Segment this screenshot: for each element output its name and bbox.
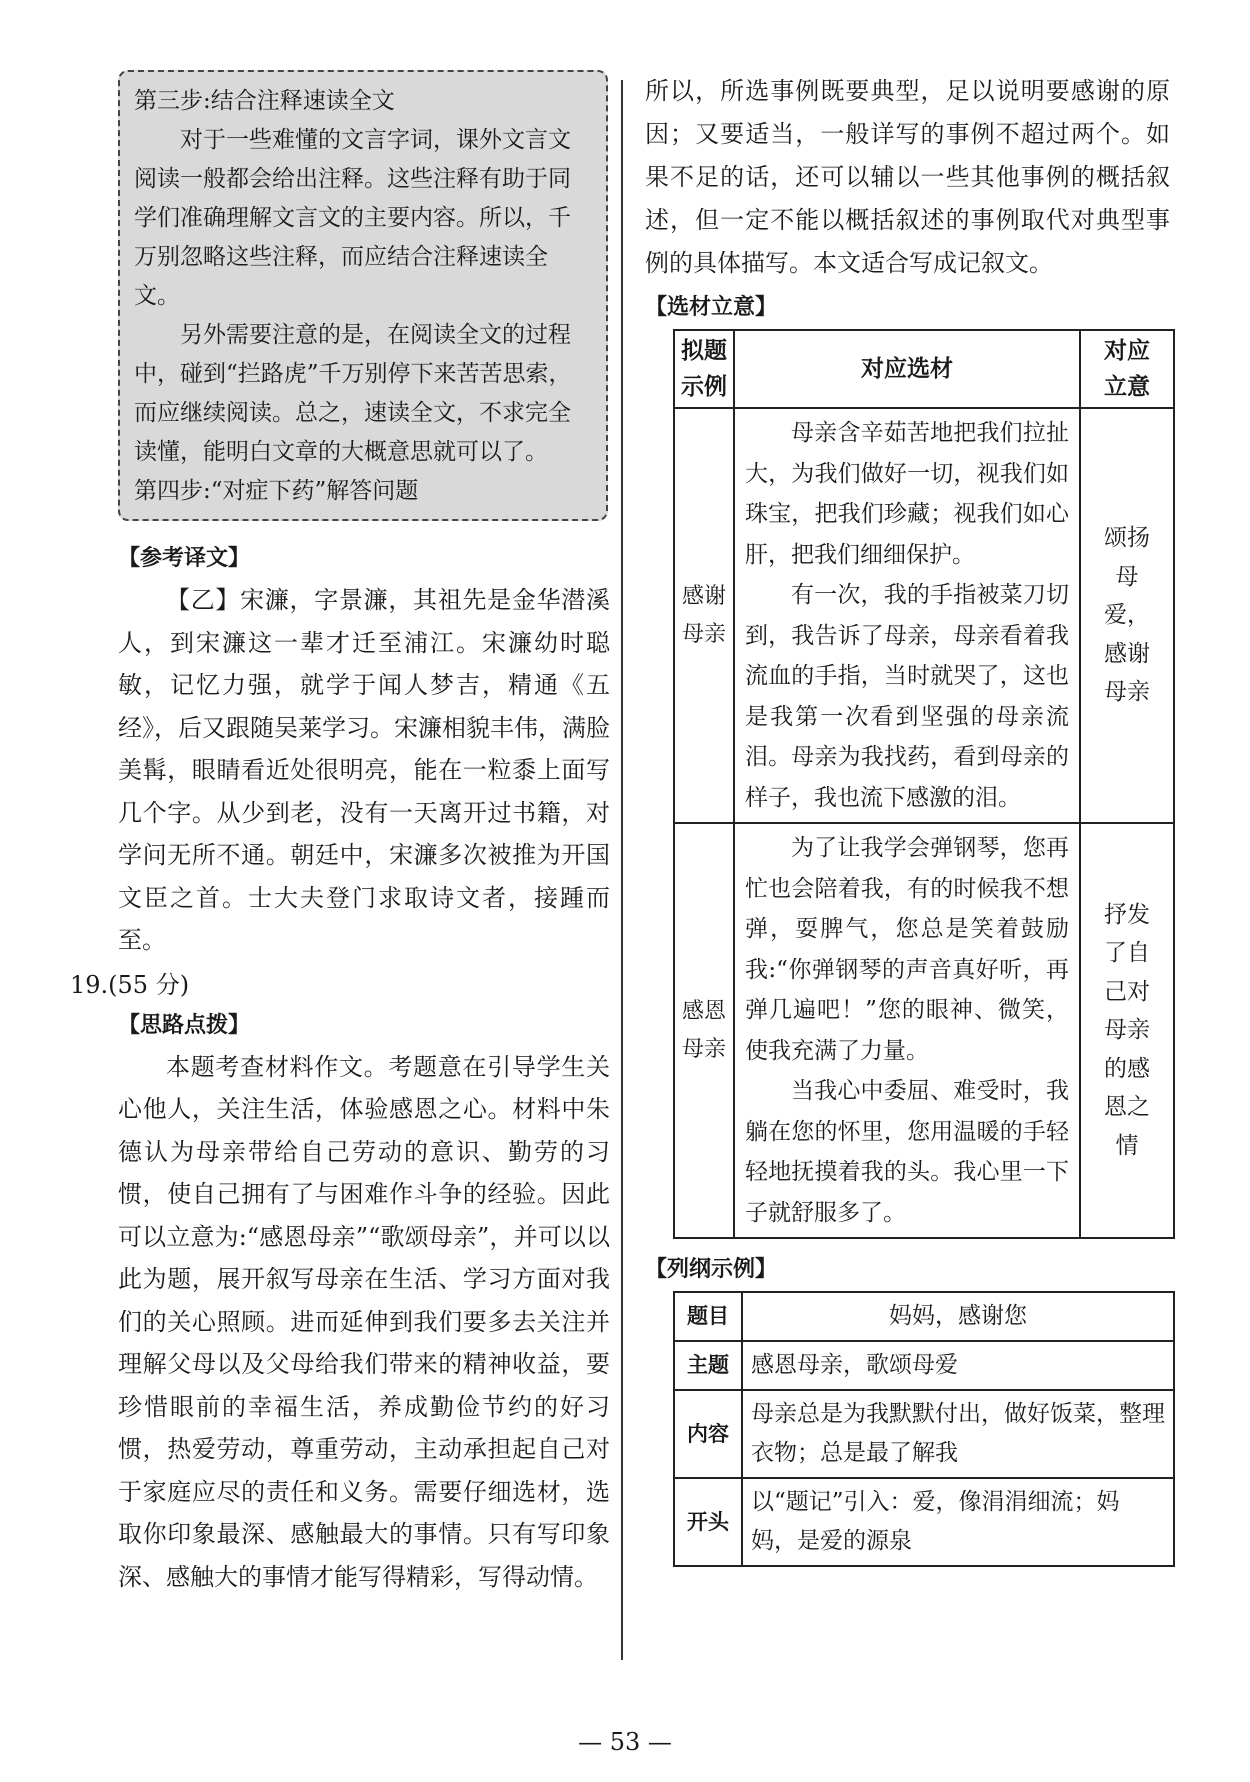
thinking-text: 本题考查材料作文。考题意在引导学生关心他人，关注生活，体验感恩之心。材料中朱德认为母亲带给自己劳动的意识、勤劳的习惯，使自己拥有了与困难作斗争的经验。因此可以立意为:“感恩母亲”“歌颂母亲”，并可以以此为题，展开叙写母亲在生活、学习方面对我们的关心照顾。进而延伸到我们要多去关注并理解父母以及父母给我们带来的精神收益，要珍惜眼前的幸福生活，养成勤俭节约的好习惯，热爱劳动，尊重劳动，主动承担起自己对于家庭应尽的责任和义务。需要仔细选材，选取你印象最深、感触最大的事情。只有写印象深、感触大的事情才能写得精彩，写得动情。 <box>118 1052 610 1591</box>
liegang-heading: 【列纲示例】 <box>645 1257 778 1282</box>
column-divider <box>621 80 623 1660</box>
xuancai-row-p1: 母亲含辛茹苦地把我们拉扯大，为我们做好一切，视我们如珠宝，把我们珍藏；视我们如心肝，把我们细细保护。 <box>745 420 1069 568</box>
xuancai-row-p1: 为了让我学会弹钢琴，您再忙也会陪着我，有的时候我不想弹，耍脾气，您总是笑着鼓励我:“你弹钢琴的声音真好听，再弹几遍吧！”您的眼神、微笑，使我充满了力量。 <box>745 835 1069 1064</box>
translation-text: 【乙】宋濂，字景濂，其祖先是金华潜溪人，到宋濂这一辈才迁至浦江。宋濂幼时聪敏，记忆力强，就学于闻人梦吉，精通《五经》，后又跟随吴莱学习。宋濂相貌丰伟，满脸美髯，眼睛看近处很明亮，能在一粒黍上面写几个字。从少到老，没有一天离开过书籍，对学问无所不通。朝廷中，宋濂多次被推为开国文臣之首。士大夫登门求取诗文者，接踵而至。 <box>118 586 610 954</box>
xuancai-row-p2: 有一次，我的手指被菜刀切到，我告诉了母亲，母亲看着我流血的手指，当时就哭了，这也是我第一次看到坚强的母亲流泪。母亲为我找药，看到母亲的样子，我也流下感激的泪。 <box>745 582 1069 811</box>
xuancai-header-row <box>674 330 1174 408</box>
left-column <box>70 70 610 1598</box>
liegang-row <box>674 1341 1174 1390</box>
liegang-key: 开头 <box>674 1478 742 1566</box>
xuancai-row-theme: 抒发了自己对母亲的感恩之情 <box>1080 823 1174 1238</box>
xuancai-row <box>674 408 1174 823</box>
tip-para-2: 另外需要注意的是，在阅读全文的过程中，碰到“拦路虎”千万别停下来苦苦思索，而应继续阅读。总之，速读全文，不求完全读懂，能明白文章的大概意思就可以了。 <box>134 322 572 465</box>
xuancai-col2-header: 对应选材 <box>734 330 1080 408</box>
xuancai-row-content <box>734 408 1080 823</box>
page-number: — 53 — <box>578 1728 672 1756</box>
xuancai-row-title: 感恩母亲 <box>674 823 734 1238</box>
thinking-heading: 【思路点拨】 <box>118 1012 251 1038</box>
liegang-value: 感恩母亲，歌颂母爱 <box>742 1341 1174 1390</box>
question-number: 19. <box>70 970 109 999</box>
question-number-line <box>70 964 610 1006</box>
xuancai-row-content <box>734 823 1080 1238</box>
tip-box <box>118 70 608 521</box>
right-intro-text: 所以，所选事例既要典型，足以说明要感谢的原因；又要适当，一般详写的事例不超过两个。如果不足的话，还可以辅以一些其他事例的概括叙述，但一定不能以概括叙述的事例取代对典型事例的具体描写。本文适合写成记叙文。 <box>645 77 1170 277</box>
xuancai-heading: 【选材立意】 <box>645 295 778 320</box>
thinking-section <box>118 1006 610 1599</box>
liegang-row <box>674 1390 1174 1478</box>
step3-title: 第三步:结合注释速读全文 <box>134 88 395 114</box>
xuancai-table <box>673 329 1175 1239</box>
xuancai-row-p2: 当我心中委屈、难受时，我躺在您的怀里，您用温暖的手轻轻地抚摸着我的头。我心里一下子就舒服多了。 <box>745 1078 1069 1226</box>
right-column <box>645 70 1180 1567</box>
liegang-row <box>674 1478 1174 1566</box>
tip-para-1: 对于一些难懂的文言字词，课外文言文阅读一般都会给出注释。这些注释有助于同学们准确理解文言文的主要内容。所以，千万别忽略这些注释，而应结合注释速读全文。 <box>134 127 571 309</box>
liegang-key: 内容 <box>674 1390 742 1478</box>
xuancai-row-theme: 颂扬母爱，感谢母亲 <box>1080 408 1174 823</box>
step4-title: 第四步:“对症下药”解答问题 <box>134 478 419 504</box>
liegang-key: 题目 <box>674 1292 742 1341</box>
xuancai-col1-header: 拟题示例 <box>674 330 734 408</box>
liegang-value: 以“题记”引入：爱，像涓涓细流；妈妈，是爱的源泉 <box>742 1478 1174 1566</box>
right-intro <box>645 70 1170 285</box>
question-score: (55 分) <box>108 970 190 999</box>
liegang-value: 母亲总是为我默默付出，做好饭菜，整理衣物；总是最了解我 <box>742 1390 1174 1478</box>
xuancai-row-title: 感谢母亲 <box>674 408 734 823</box>
liegang-table <box>673 1291 1175 1567</box>
translation-section <box>118 539 610 962</box>
translation-heading: 【参考译文】 <box>118 546 251 571</box>
xuancai-col3-header: 对应立意 <box>1080 330 1174 408</box>
liegang-row <box>674 1292 1174 1341</box>
xuancai-row <box>674 823 1174 1238</box>
liegang-key: 主题 <box>674 1341 742 1390</box>
liegang-value: 妈妈，感谢您 <box>742 1292 1174 1341</box>
